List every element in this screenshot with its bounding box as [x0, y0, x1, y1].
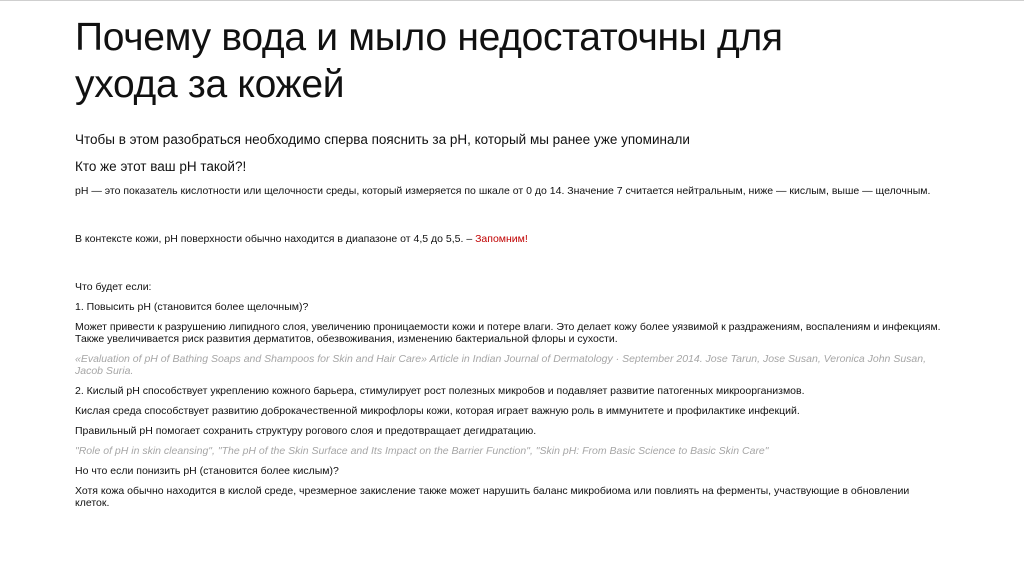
slide-title [75, 14, 975, 108]
acid-ph-text-2: Правильный pH помогает сохранить структуру рогового слоя и предотвращает дегидратацию. [75, 425, 537, 437]
acid-ph-heading: 2. Кислый pH способствует укреплению кожного барьера, стимулирует рост полезных микробов и подавляет развитие патогенных микроорганизмов. [75, 385, 805, 397]
skin-context-text: В контексте кожи, pH поверхности обычно находится в диапазоне от 4,5 до 5,5. – [75, 233, 476, 245]
top-divider [0, 0, 1024, 1]
question-text: Кто же этот ваш pH такой?! [75, 159, 247, 174]
intro-text: Чтобы в этом разобраться необходимо сперва пояснить за pH, который мы ранее уже упоминали [75, 132, 690, 147]
slide-content [75, 131, 945, 517]
raise-ph-text: Может привести к разрушению липидного слоя, увеличению проницаемости кожи и потере влаги. Это делает кожу более уязвимой к раздражениям, воспалениям и инфекциям. Также увеличивается риск развития дерматитов, обезвоживания, изменению бактериальной флоры и сухости. [75, 321, 941, 345]
lower-ph-text: Хотя кожа обычно находится в кислой среде, чрезмерное закисление также может нарушить баланс микробиома или повлиять на ферменты, участвующие в обновлении клеток. [75, 485, 910, 509]
title-line-1: Почему вода и мыло недостаточны для [75, 16, 783, 59]
skin-context-paragraph [75, 233, 945, 245]
citation-2: "Role of pH in skin cleansing", "The pH of the Skin Surface and Its Impact on the Barrier Function", "Skin pH: From Basic Science to Basic Skin Care" [75, 445, 769, 457]
lower-ph-question: Но что если понизить pH (становится более кислым)? [75, 465, 339, 477]
citation-1 [75, 353, 945, 377]
acid-ph-text-1: Кислая среда способствует развитию доброкачественной микрофлоры кожи, которая играет важную роль в иммунитете и профилактике инфекций. [75, 405, 800, 417]
citation-1-title: «Evaluation of pH of Bathing Soaps and Shampoos for Skin and Hair Care» Article [75, 353, 459, 365]
remember-highlight: Запомним! [475, 233, 528, 245]
what-if-heading: Что будет если: [75, 281, 152, 293]
citation-1-details: in Indian Journal of Dermatology · September 2014. Jose Tarun, Jose Susan, Veronica John Susan, Jacob Suria. [75, 353, 927, 377]
raise-ph-heading: 1. Повысить pH (становится более щелочным)? [75, 301, 309, 313]
definition-text: pH — это показатель кислотности или щелочности среды, который измеряется по шкале от 0 до 14. Значение 7 считается нейтральным, ниже — кислым, выше — щелочным. [75, 185, 931, 197]
title-line-2: ухода за кожей [75, 63, 345, 106]
